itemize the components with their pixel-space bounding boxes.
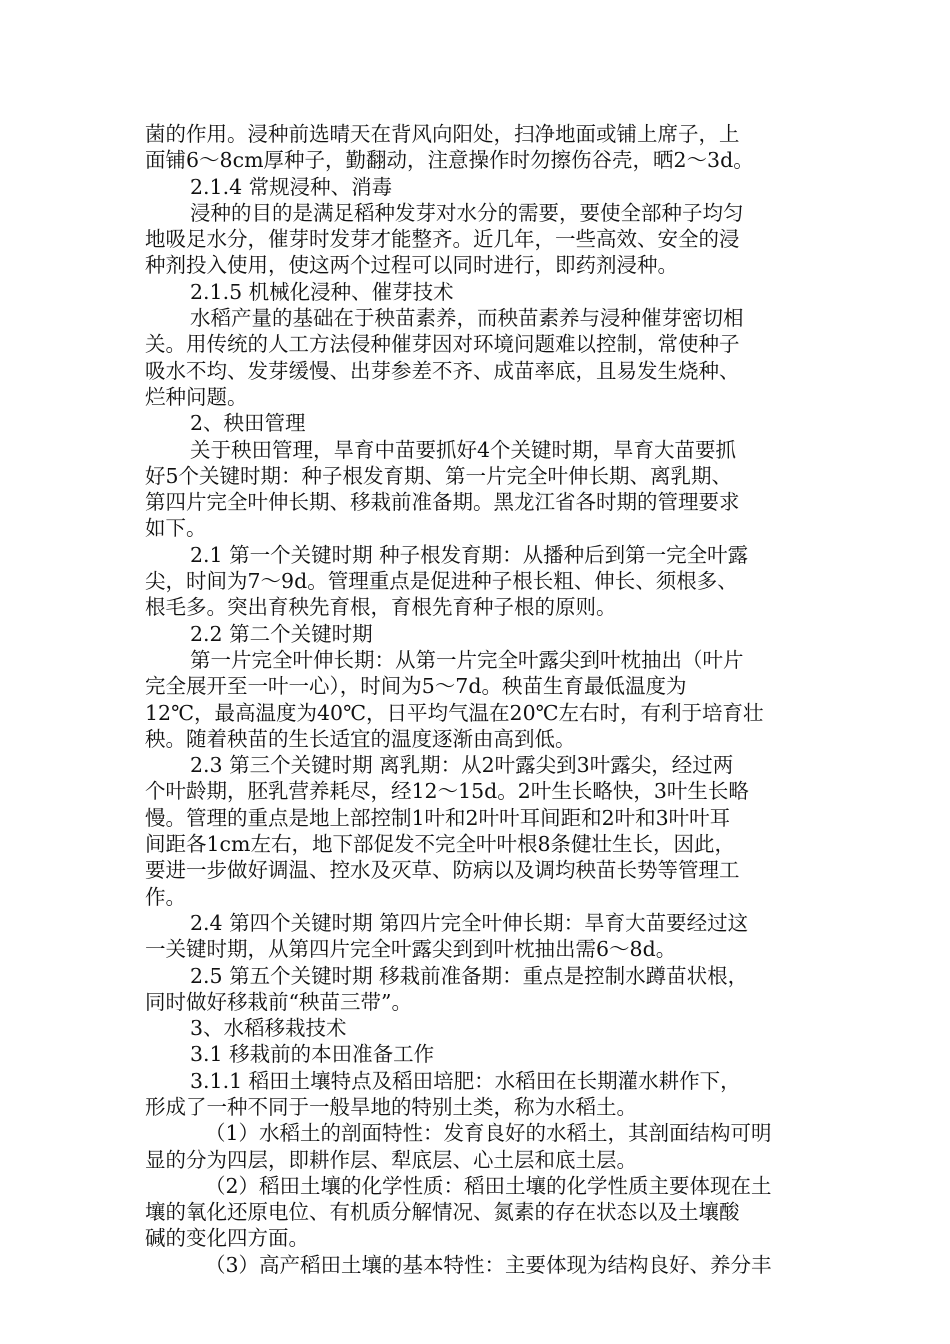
text-line: 根毛多。突出育秧先育根，育根先育种子根的原则。	[145, 595, 617, 620]
text-line: 间距各1cm左右，地下部促发不完全叶叶根8条健壮生长，因此，	[145, 832, 736, 857]
text-line: 3.1.1 稻田土壤特点及稻田培肥：水稻田在长期灌水耕作下，	[190, 1068, 741, 1093]
text-line: 浸种的目的是满足稻种发芽对水分的需要，要使全部种子均匀	[190, 200, 744, 225]
text-line: 壤的氧化还原电位、有机质分解情况、氮素的存在状态以及土壤酸	[145, 1200, 740, 1225]
text-line: 2.2 第二个关键时期	[190, 621, 373, 646]
text-line: 2、秧田管理	[190, 411, 306, 436]
text-line: 第一片完全叶伸长期：从第一片完全叶露尖到叶枕抽出（叶片	[190, 647, 744, 672]
text-line: 尖，时间为7～9d。管理重点是促进种子根长粗、伸长、须根多、	[145, 569, 738, 594]
text-line: 如下。	[145, 516, 207, 541]
text-line: 秧。随着秧苗的生长适宜的温度逐渐由高到低。	[145, 726, 576, 751]
text-line: 个叶龄期，胚乳营养耗尽，经12～15d。2叶生长略快，3叶生长略	[145, 779, 749, 804]
text-line: 好5个关键时期：种子根发育期、第一片完全叶伸长期、离乳期、	[145, 463, 733, 488]
text-line: 关于秧田管理，旱育中苗要抓好4个关键时期，旱育大苗要抓	[190, 437, 737, 462]
text-line: 地吸足水分，催芽时发芽才能整齐。近几年，一些高效、安全的浸	[145, 227, 740, 252]
text-line: （3）高产稻田土壤的基本特性：主要体现为结构良好、养分丰	[205, 1252, 772, 1277]
text-line: 菌的作用。浸种前选晴天在背风向阳处，扫净地面或铺上席子，上	[145, 122, 740, 146]
text-line: 形成了一种不同于一般旱地的特别土类，称为水稻土。	[145, 1094, 637, 1119]
text-line: 12℃，最高温度为40℃，日平均气温在20℃左右时，有利于培育壮	[145, 700, 764, 725]
text-line: （2）稻田土壤的化学性质：稻田土壤的化学性质主要体现在土	[205, 1173, 772, 1198]
text-line: 慢。管理的重点是地上部控制1叶和2叶叶耳间距和2叶和3叶叶耳	[145, 805, 731, 830]
text-line: 3、水稻移栽技术	[190, 1016, 347, 1041]
text-line: 种剂投入使用，使这两个过程可以同时进行，即药剂浸种。	[145, 253, 678, 278]
text-line: 要进一步做好调温、控水及灭草、防病以及调均秧苗长势等管理工	[145, 858, 740, 883]
text-line: 3.1 移栽前的本田准备工作	[190, 1042, 435, 1067]
text-line: 作。	[145, 884, 186, 909]
text-line: 吸水不均、发芽缓慢、出芽参差不齐、成苗率底，且易发生烧种、	[145, 358, 740, 383]
text-line: 2.1 第一个关键时期 种子根发育期：从播种后到第一完全叶露	[190, 542, 749, 567]
text-line: 碱的变化四方面。	[145, 1226, 309, 1251]
text-line: 面铺6～8cm厚种子，勤翻动，注意操作时勿擦伤谷壳，晒2～3d。	[145, 148, 754, 173]
text-line: 水稻产量的基础在于秧苗素养，而秧苗素养与浸种催芽密切相	[190, 306, 744, 331]
text-line: 2.3 第三个关键时期 离乳期：从2叶露尖到3叶露尖，经过两	[190, 753, 734, 778]
text-line: 第四片完全叶伸长期、移栽前准备期。黑龙江省各时期的管理要求	[145, 490, 740, 515]
text-line: 同时做好移栽前“秧苗三带”。	[145, 989, 412, 1014]
text-line: 2.1.4 常规浸种、消毒	[190, 174, 393, 199]
text-line: 2.5 第五个关键时期 移栽前准备期：重点是控制水蹲苗状根，	[190, 963, 749, 988]
text-line: 关。用传统的人工方法侵种催芽因对环境问题难以控制，常使种子	[145, 332, 740, 357]
text-line: （1）水稻土的剖面特性：发育良好的水稻土，其剖面结构可明	[205, 1121, 772, 1146]
document-body	[145, 121, 805, 1278]
text-line: 烂种问题。	[145, 384, 248, 409]
text-line: 2.1.5 机械化浸种、催芽技术	[190, 279, 454, 304]
text-line: 2.4 第四个关键时期 第四片完全叶伸长期：旱育大苗要经过这	[190, 910, 749, 935]
text-line: 显的分为四层，即耕作层、犁底层、心土层和底土层。	[145, 1147, 637, 1172]
text-line: 一关键时期，从第四片完全叶露尖到到叶枕抽出需6～8d。	[145, 937, 677, 962]
text-line: 完全展开至一叶一心），时间为5～7d。秧苗生育最低温度为	[145, 674, 687, 699]
